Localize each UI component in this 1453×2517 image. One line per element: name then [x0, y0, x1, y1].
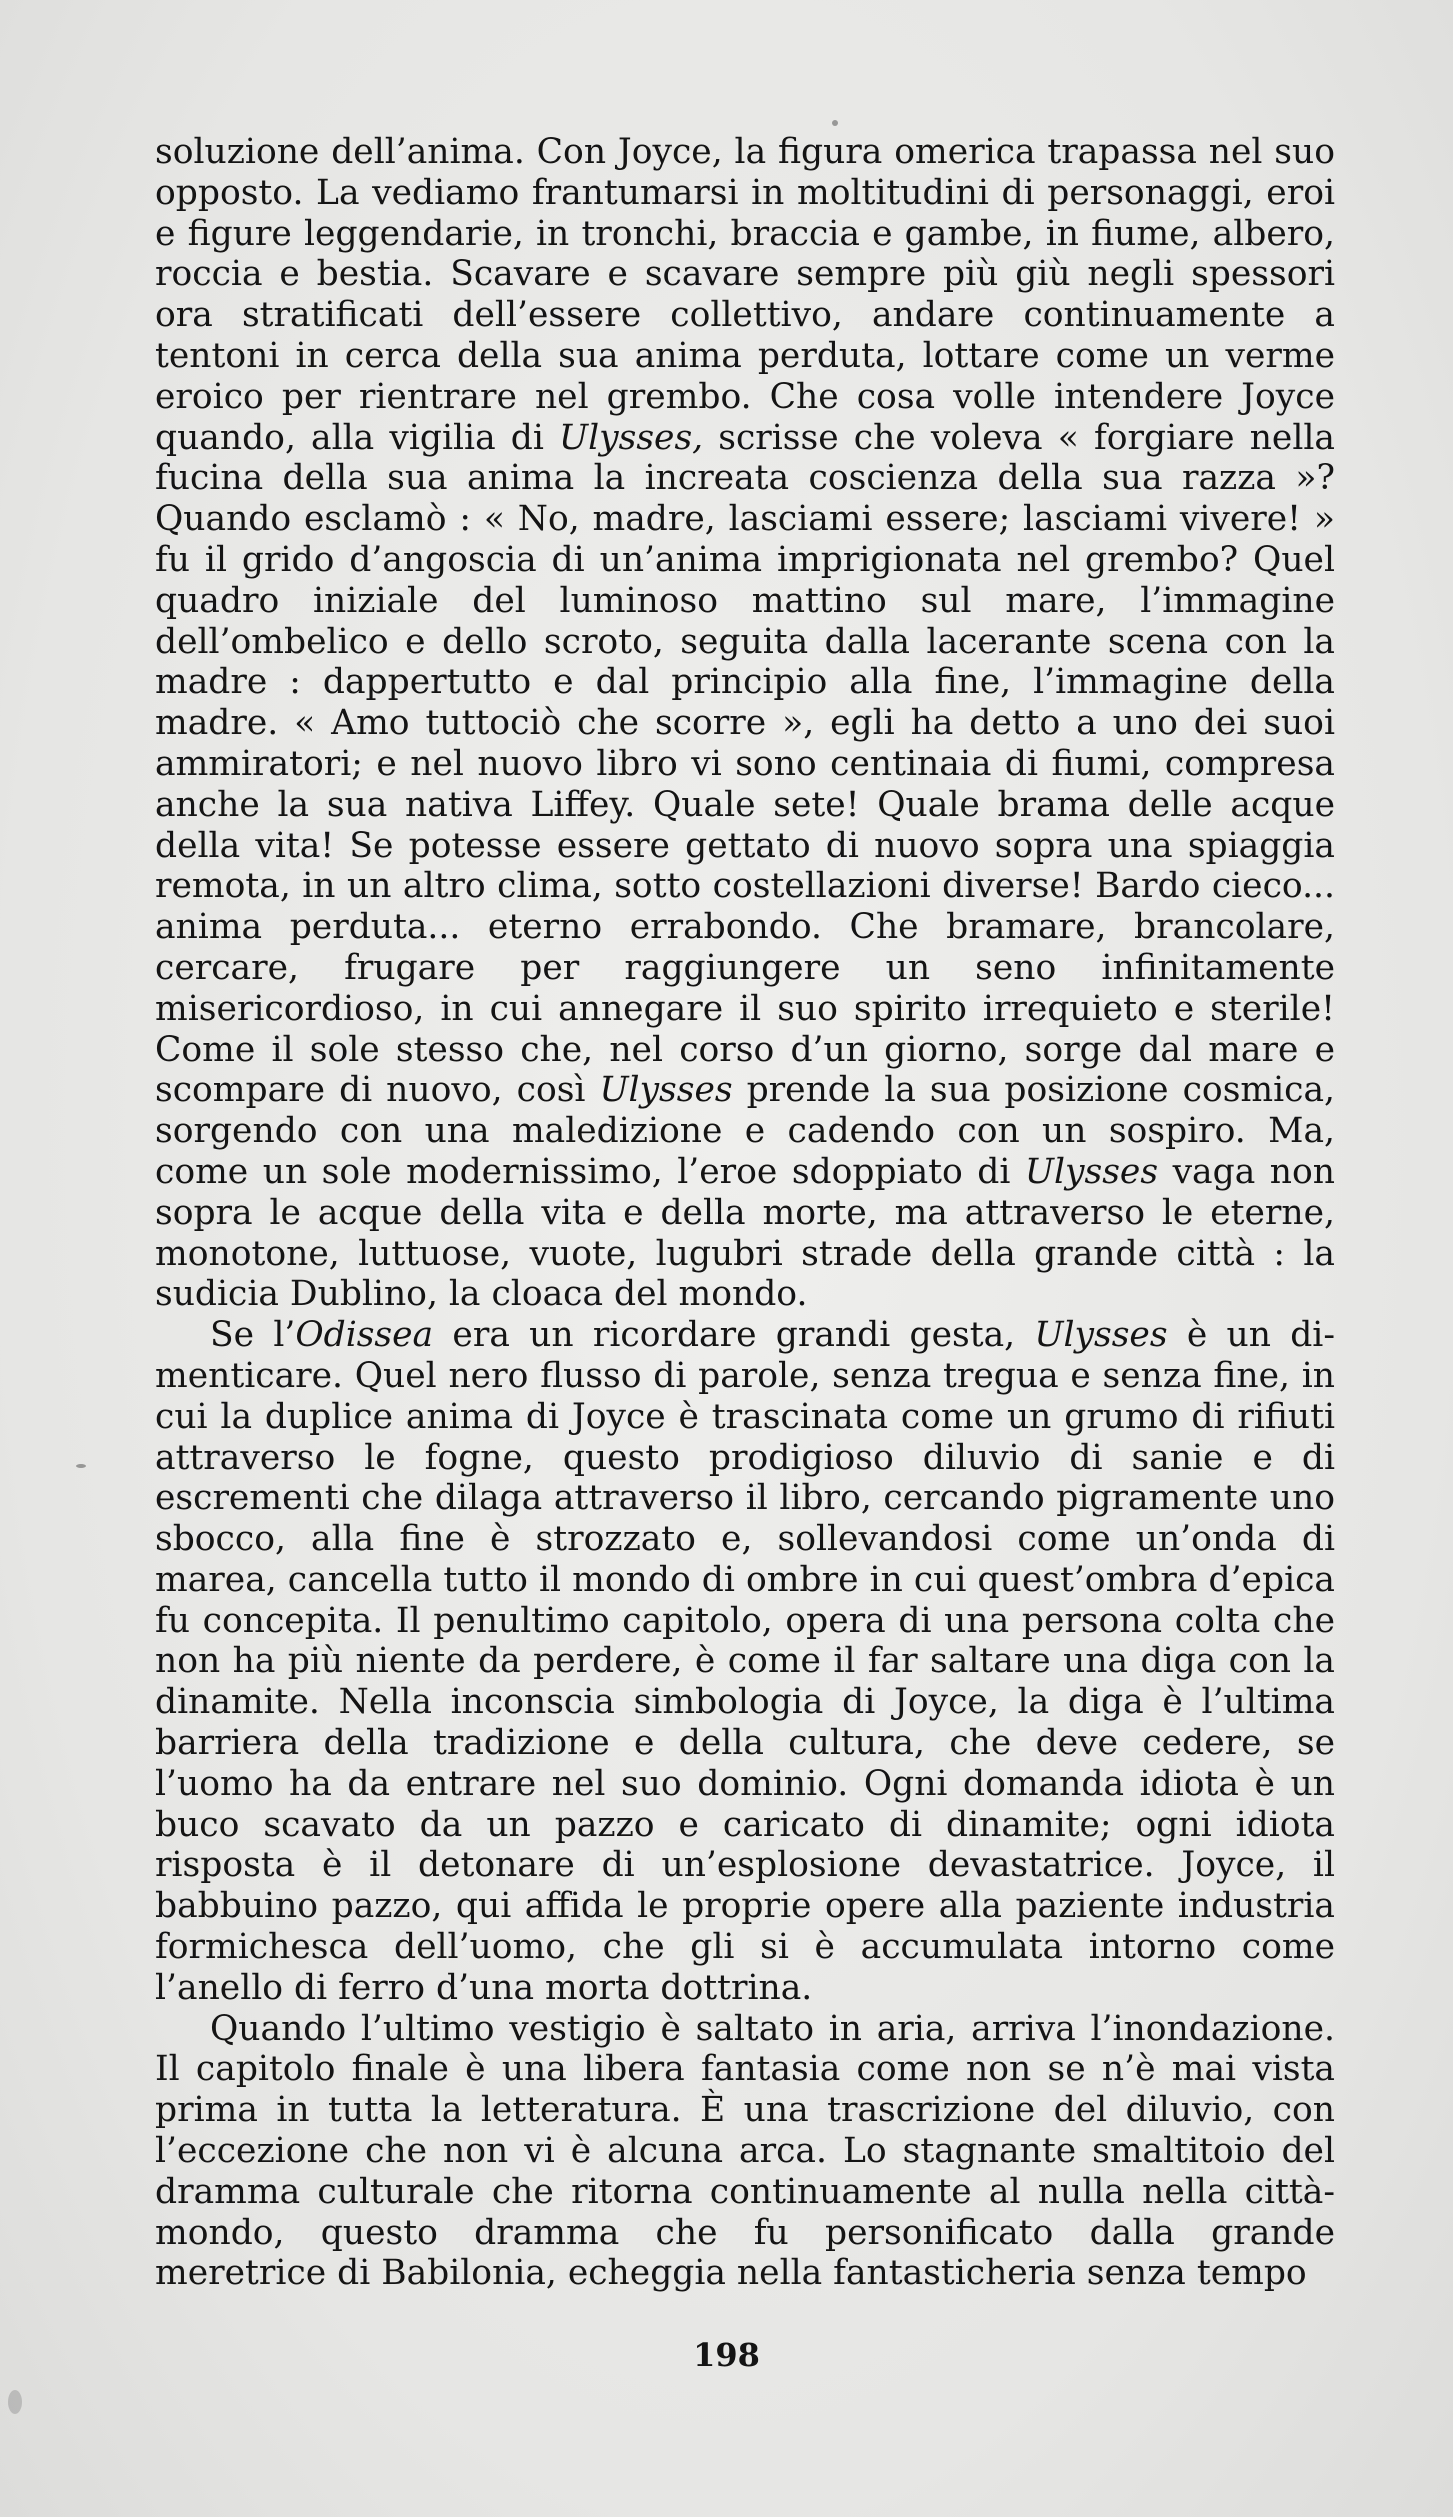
paragraph	[155, 1315, 1335, 2009]
italic-title: Ulysses,	[559, 417, 704, 458]
paragraph	[155, 132, 1335, 1315]
text-run: Se l’	[210, 1315, 296, 1356]
page-number: 198	[693, 2336, 760, 2374]
italic-title: Ulysses	[1024, 1151, 1159, 1192]
paragraph	[155, 2009, 1335, 2295]
paper-speck	[76, 1464, 86, 1468]
italic-title: Odissea	[295, 1315, 434, 1356]
text-run: è un dimenticare. Quel nero flusso di parole, senza tregua e senza fine, in cui la duplice anima di Joyce è trascinata come un grumo di rifiuti attraverso le fogne, questo prodigioso diluvio di sanie e di escrementi che dilaga attraverso il libro, cercando pigramente uno sbocco, alla fine è strozzato e, sollevandosi come un’onda di marea, cancella tutto il mondo di ombre in cui quest’ombra d’epica fu concepita. Il penultimo capitolo, opera di una persona colta che non ha più niente da perdere, è come il far saltare una diga con la dinamite. Nella inconscia simbologia di Joyce, la diga è l’ultima barriera della tradizione e della cultura, che deve cedere, se l’uomo ha da entrare nel suo dominio. Ogni domanda idiota è un buco scavato da un pazzo e caricato di dinamite; ogni idiota risposta è il detonare di un’esplosione devastatrice. Joyce, il babbuino pazzo, qui affida le proprie opere alla paziente industria formichesca dell’uomo, che gli si è accumulata intorno come l’anello di ferro d’una morta dottrina.	[155, 1315, 1336, 2008]
italic-title: Ulysses	[1034, 1315, 1168, 1356]
text-run: scrisse che voleva « forgiare nella fucina della sua anima la increata coscienza della sua razza »? Quando esclamò : « No, madre, lasciami essere; lasciami vivere! » fu il grido d’angoscia di un’anima imprigionata nel grembo? Quel quadro iniziale del luminoso mattino sul mare, l’immagine dell’ombelico e dello scroto, seguita dalla lacerante scena con la madre : dappertutto e dal principio alla fine, l’immagine della madre. « Amo tuttociò che scorre », egli ha detto a uno dei suoi ammiratori; e nel nuovo libro vi sono centinaia di fiumi, compresa anche la sua nativa Liffey. Quale sete! Quale brama delle acque della vita! Se potesse essere gettato di nuovo sopra una spiaggia remota, in un altro clima, sotto costellazioni diverse! Bardo cieco... anima perduta... eterno errabondo. Che bramare, brancolare, cercare, frugare per raggiungere un seno infinitamente misericordioso, in cui annegare il suo spirito irrequieto e sterile! Come il sole stesso che, nel corso d’un giorno, sorge dal mare e scompare di nuovo, così	[155, 417, 1335, 1111]
text-run: vaga non sopra le acque della vita e della morte, ma attraverso le eterne, monotone, luttuose, vuote, lugubri strade della grande città : la sudicia Dublino, la cloaca del mondo.	[155, 1151, 1335, 1315]
text-run: era un ricordare grandi gesta,	[433, 1315, 1035, 1356]
text-run: prende la sua posizione cosmica, sorgendo con una maledizione e cadendo con un sospiro. Ma, come un sole modernissimo, l’eroe sdoppiato di	[155, 1070, 1335, 1192]
text-run: Quando l’ultimo vestigio è saltato in aria, arriva l’inondazione. Il capitolo finale è una libera fantasia come non se n’è mai vista prima in tutta la letteratura. È una trascrizione del diluvio, con l’eccezione che non vi è alcuna arca. Lo stagnante smaltitoio del dramma culturale che ritorna continuamente al nulla nella città-mondo, questo dramma che fu personificato dalla grande meretrice di Babilonia, echeggia nella fantasticheria senza tempo	[155, 2008, 1335, 2294]
italic-title: Ulysses	[599, 1070, 733, 1111]
paper-speck	[8, 2390, 22, 2414]
text-run: soluzione dell’anima. Con Joyce, la figura omerica trapassa nel suo opposto. La vediamo frantumarsi in moltitudini di personaggi, eroi e figure leggendarie, in tronchi, braccia e gambe, in fiume, albero, roccia e bestia. Scavare e scavare sempre più giù negli spessori ora stratificati dell’essere collettivo, andare continuamente a tentoni in cerca della sua anima perduta, lottare come un verme eroico per rientrare nel grembo. Che cosa volle intendere Joyce quando, alla vigilia di	[155, 132, 1335, 458]
body-text	[155, 132, 1335, 2294]
paper-speck	[832, 120, 838, 126]
